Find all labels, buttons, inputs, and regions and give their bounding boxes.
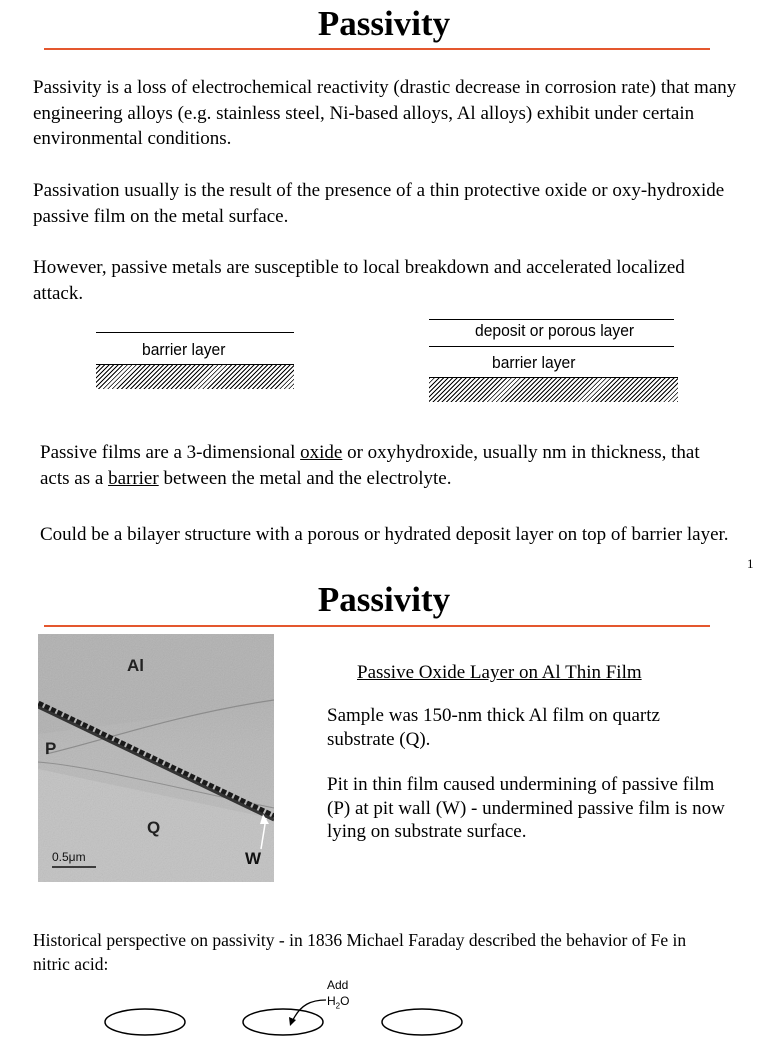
slide2-title-rule [44, 625, 710, 627]
bilayer-metal-hatch [429, 377, 678, 402]
barrier-layer-label: barrier layer [142, 340, 226, 359]
beaker-outlines [0, 978, 768, 1038]
para4-oxide-underlined: oxide [300, 442, 343, 463]
slide1-paragraph-5: Could be a bilayer structure with a porous or hydrated deposit layer on top of barrier layer. [40, 524, 729, 545]
water-h: H [327, 994, 336, 1008]
water-subscript: 2 [335, 1001, 341, 1011]
deposit-surface-line [429, 319, 674, 320]
add-label: Add [327, 978, 349, 992]
layer-interface-line [429, 346, 674, 347]
slide1-paragraph-3: However, passive metals are susceptible to local breakdown and accelerated localized attack. [33, 257, 685, 304]
water-label [327, 994, 349, 1010]
micrograph-label-al: Al [127, 656, 144, 675]
para4-barrier-underlined: barrier [108, 467, 159, 489]
micrograph-label-w: W [245, 849, 262, 868]
slide1-paragraph-4 [40, 440, 730, 491]
beaker-2-icon [243, 1009, 323, 1035]
para4-text-3: between the metal and the electrolyte. [158, 467, 452, 489]
slide1-paragraph-2: Passivation usually is the result of the presence of a thin protective oxide or oxy-hydroxide passive film on the metal surface. [33, 180, 725, 227]
micrograph-features [38, 634, 274, 882]
para4-text-1: Passive films are a 3-dimensional [40, 442, 301, 463]
slide2-heading: Passive Oxide Layer on Al Thin Film [357, 662, 642, 683]
tem-micrograph [38, 634, 274, 882]
metal-substrate-hatch [96, 364, 294, 389]
micrograph-label-p: P [45, 739, 57, 758]
micrograph-label-q: Q [147, 818, 161, 837]
slide2-paragraph-2: Pit in thin film caused undermining of passive film (P) at pit wall (W) - undermined passive film is now lying on substrate surface. [327, 774, 725, 842]
slide2-title: Passivity [317, 580, 451, 619]
para4-text-2: or oxyhydroxide, usually nm in thickness, that acts as a [40, 442, 700, 489]
slide2-paragraph-3: Historical perspective on passivity - in 1836 Michael Faraday described the behavior of Fe in nitric acid: [33, 930, 687, 974]
bilayer-barrier-label: barrier layer [492, 353, 576, 372]
water-o: O [340, 994, 350, 1008]
page-number: 1 [747, 556, 754, 571]
slide2-paragraph-1: Sample was 150-nm thick Al film on quartz substrate (Q). [327, 705, 660, 750]
micrograph-scale-label: 0.5μm [52, 850, 86, 864]
film-surface-line [96, 332, 294, 333]
slide1-title-rule [44, 48, 710, 50]
beaker-3-icon [382, 1009, 462, 1035]
beaker-1-icon [105, 1009, 185, 1035]
slide1-title: Passivity [317, 4, 451, 43]
slide1-paragraph-1: Passivity is a loss of electrochemical reactivity (drastic decrease in corrosion rate) that many engineering alloys (e.g. stainless steel, Ni-based alloys, Al alloys) exhibit under certain environmental conditions. [33, 77, 737, 149]
deposit-layer-label: deposit or porous layer [475, 321, 635, 340]
